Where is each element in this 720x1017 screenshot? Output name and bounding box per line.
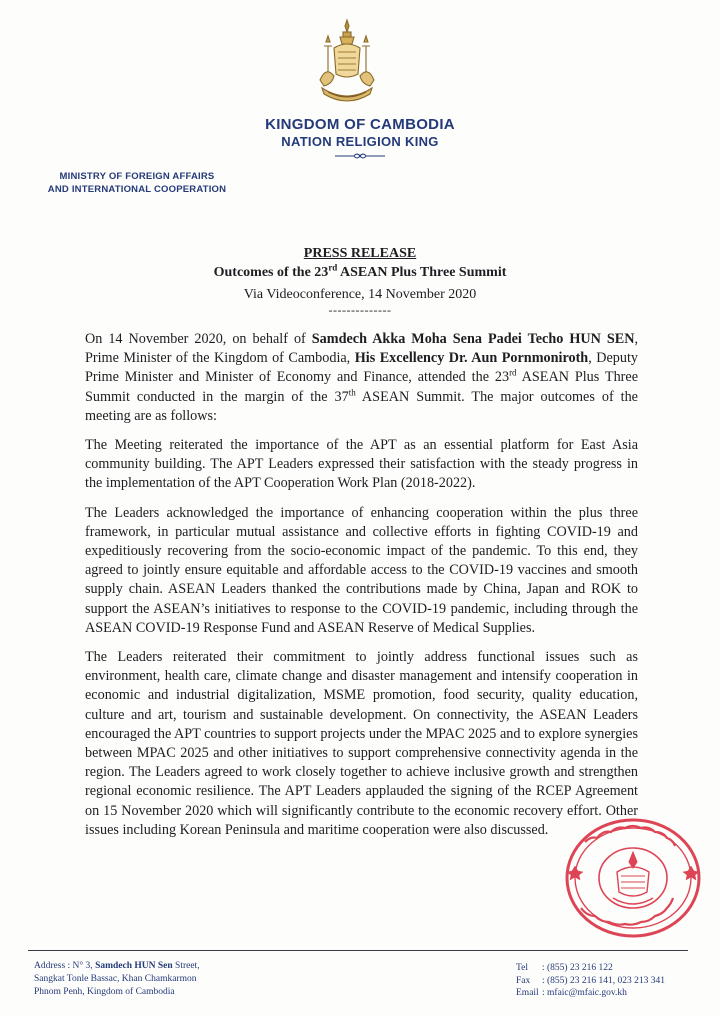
email-label: Email [516, 988, 539, 998]
p1-text: , Prime Minister of the Kingdom of Cambodia, [85, 331, 638, 367]
footer-address [34, 960, 314, 999]
address-line-1 [34, 960, 314, 973]
press-release-label: PRESS RELEASE [303, 246, 417, 261]
contact-tel [516, 962, 716, 975]
title-ordinal: rd [328, 262, 338, 273]
p1-text: ASEAN Summit. The major outcomes of the meeting are as follows: [85, 388, 638, 424]
p1-ordinal: th [348, 386, 356, 397]
contact-email [516, 987, 716, 1000]
paragraph-2: The Meeting reiterated the importance of the APT as an essential platform for East Asia community building. The APT Leaders expressed their satisfaction with the steady progress in the implementation of the APT Cooperation Work Plan (2018-2022). [85, 437, 638, 492]
release-subtitle: Via Videoconference, 14 November 2020 [243, 287, 477, 302]
royal-coat-of-arms-emblem [314, 18, 380, 110]
title-part-end: ASEAN Plus Three Summit [337, 265, 507, 280]
tel-label: Tel [516, 963, 528, 973]
footer-divider [28, 950, 688, 951]
p1-bold-name: His Excellency Dr. Aun Pornmoniroth [354, 350, 589, 367]
p1-bold-name: Samdech Akka Moha Sena Padei Techo HUN SEN [311, 331, 635, 347]
p1-text: , Deputy Prime Minister and Minister of Economy and Finance, attended the 23 [85, 350, 638, 386]
official-seal-stamp [545, 812, 705, 944]
p1-text: ASEAN Plus Three Summit conducted in the margin of the 37 [85, 369, 638, 405]
kingdom-title: KINGDOM OF CAMBODIA [265, 116, 455, 133]
email-value[interactable]: : mfaic@mfaic.gov.kh [542, 988, 627, 998]
address-line-2: Sangkat Tonle Bassac, Khan Chamkarmon [34, 974, 197, 984]
fax-label: Fax [516, 975, 531, 986]
p1-text: On 14 November 2020, on behalf of [85, 331, 312, 347]
release-body [85, 330, 638, 850]
release-title [60, 262, 660, 281]
p1-ordinal: rd [509, 367, 517, 378]
address-street-suffix: Street, [172, 961, 200, 971]
separator: -------------- [328, 303, 392, 317]
paragraph-4: The Leaders reiterated their commitment to jointly address functional issues such as environment, health care, climate change and disaster management and intensify cooperation in economic and industrial digitalization, MSME promotion, food security, quality education, culture and art, tourism and sustainable development. On connectivity, the ASEAN Leaders encouraged the APT countries to support projects under the MPAC 2025 and to explore synergies between MPAC 2025 and other initiatives to support comprehensive connectivity agenda in the region. The Leaders agreed to work closely together to achieve inclusive growth and strengthen regional economic resilience. The APT Leaders applauded the signing of the RCEP Agreement on 15 November 2020 which will significantly contribute to the economic recovery effort. Other issues including Korean Peninsula and maritime cooperation were also discussed. [85, 649, 638, 838]
ministry-line-1: MINISTRY OF FOREIGN AFFAIRS [59, 171, 215, 182]
ministry-line-2: AND INTERNATIONAL COOPERATION [47, 184, 227, 195]
address-street-name: Samdech HUN Sen [95, 961, 173, 971]
address-line-3: Phnom Penh, Kingdom of Cambodia [34, 987, 175, 997]
contact-fax [516, 975, 716, 988]
footer-contact [516, 962, 716, 1000]
title-part: Outcomes of the 23 [213, 265, 329, 280]
ornament-divider-icon [334, 152, 386, 160]
tel-value: : (855) 23 216 122 [542, 963, 613, 973]
address-label: Address : N° 3, [34, 961, 96, 971]
paragraph-1 [85, 330, 638, 426]
paragraph-3: The Leaders acknowledged the importance of enhancing cooperation within the plus three framework, in particular mutual assistance and collective efforts in fighting COVID-19 and expeditiously recovering from the socio-economic impact of the pandemic. To this end, they agreed to jointly ensure equitable and affordable access to the COVID-19 vaccines and smooth supply chain. ASEAN Leaders thanked the contributions made by China, Japan and ROK to support the ASEAN’s initiatives to response to the COVID-19 pandemic, including through the ASEAN COVID-19 Response Fund and ASEAN Reserve of Medical Supplies. [85, 504, 638, 636]
fax-value: : (855) 23 216 141, 023 213 341 [542, 975, 665, 986]
motto: NATION RELIGION KING [281, 134, 439, 149]
ministry-name [22, 170, 252, 196]
